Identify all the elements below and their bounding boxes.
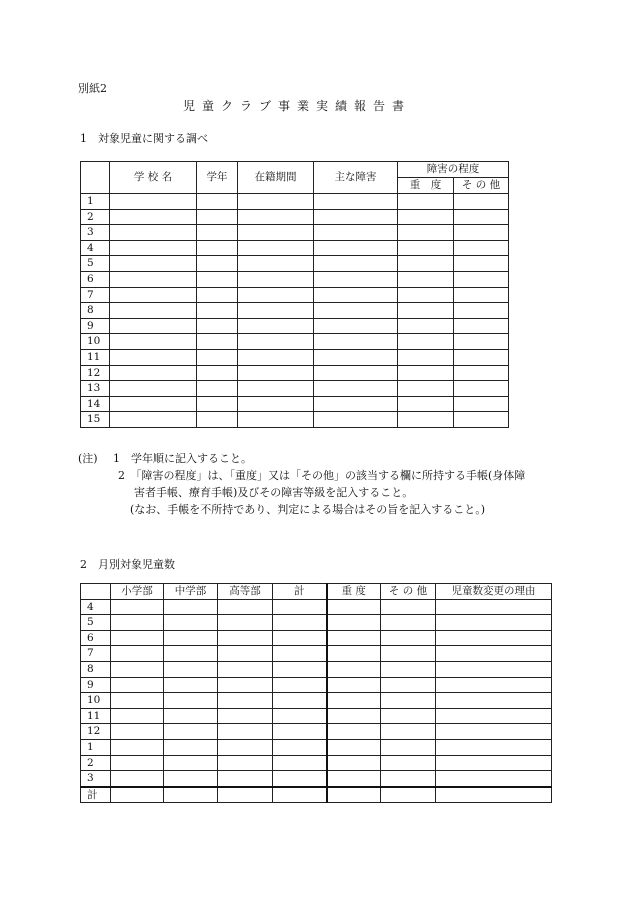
entry-cell[interactable]	[197, 349, 238, 365]
entry-cell[interactable]	[327, 615, 381, 631]
entry-cell[interactable]	[381, 708, 436, 724]
entry-cell[interactable]	[197, 271, 238, 287]
entry-cell[interactable]	[327, 630, 381, 646]
entry-cell[interactable]	[110, 412, 197, 428]
entry-cell[interactable]	[436, 630, 552, 646]
entry-cell[interactable]	[238, 209, 314, 225]
table-row	[81, 256, 509, 272]
entry-cell[interactable]	[273, 724, 327, 740]
entry-cell[interactable]	[314, 412, 398, 428]
table-row	[81, 194, 509, 210]
header-month	[81, 584, 111, 600]
entry-cell[interactable]	[197, 365, 238, 381]
entry-cell[interactable]	[110, 225, 197, 241]
entry-cell[interactable]	[381, 630, 436, 646]
header-other: そ の 他	[454, 178, 509, 194]
entry-cell[interactable]	[381, 739, 436, 755]
table-row	[81, 739, 552, 755]
entry-cell[interactable]	[111, 646, 164, 662]
header-severe: 重 度	[398, 178, 454, 194]
entry-cell[interactable]	[398, 287, 454, 303]
entry-cell[interactable]	[238, 287, 314, 303]
note-2-line3: (なお、手帳を不所持であり、判定による場合はその旨を記入すること。)	[130, 503, 486, 516]
entry-cell[interactable]	[218, 755, 273, 771]
entry-cell[interactable]	[273, 693, 327, 709]
entry-cell[interactable]	[197, 334, 238, 350]
entry-cell[interactable]	[381, 693, 436, 709]
entry-cell[interactable]	[238, 349, 314, 365]
entry-cell[interactable]	[238, 271, 314, 287]
table-row	[81, 661, 552, 677]
entry-cell[interactable]	[314, 303, 398, 319]
header-change-reason: 児童数変更の理由	[436, 584, 552, 600]
row-number: 12	[81, 365, 110, 381]
entry-cell[interactable]	[111, 739, 164, 755]
target-children-table	[80, 161, 509, 428]
entry-cell[interactable]	[273, 599, 327, 615]
entry-cell[interactable]	[238, 318, 314, 334]
table-row	[81, 787, 552, 803]
entry-cell[interactable]	[314, 318, 398, 334]
entry-cell[interactable]	[273, 755, 327, 771]
entry-cell[interactable]	[436, 771, 552, 787]
entry-cell[interactable]	[197, 287, 238, 303]
entry-cell[interactable]	[111, 693, 164, 709]
entry-cell[interactable]	[164, 755, 218, 771]
table-row	[81, 396, 509, 412]
entry-cell[interactable]	[454, 194, 509, 210]
total-row-label: 計	[81, 787, 111, 803]
entry-cell[interactable]	[314, 271, 398, 287]
entry-cell[interactable]	[398, 349, 454, 365]
entry-cell[interactable]	[436, 693, 552, 709]
table-row	[81, 615, 552, 631]
entry-cell[interactable]	[314, 334, 398, 350]
entry-cell[interactable]	[111, 677, 164, 693]
row-number: 5	[81, 256, 110, 272]
row-number: 3	[81, 225, 110, 241]
entry-cell[interactable]	[454, 256, 509, 272]
month-label: 3	[81, 771, 111, 787]
entry-cell[interactable]	[197, 225, 238, 241]
entry-cell[interactable]	[111, 708, 164, 724]
entry-cell[interactable]	[398, 334, 454, 350]
section2-heading: 2 月別対象児童数	[80, 558, 175, 571]
entry-cell[interactable]	[454, 365, 509, 381]
table-row	[81, 771, 552, 787]
entry-cell[interactable]	[238, 194, 314, 210]
table-row	[81, 755, 552, 771]
entry-cell[interactable]	[327, 724, 381, 740]
entry-cell[interactable]	[197, 396, 238, 412]
entry-cell[interactable]	[238, 365, 314, 381]
entry-cell[interactable]	[454, 240, 509, 256]
entry-cell[interactable]	[327, 755, 381, 771]
entry-cell[interactable]	[454, 225, 509, 241]
entry-cell[interactable]	[164, 599, 218, 615]
entry-cell[interactable]	[381, 599, 436, 615]
entry-cell[interactable]	[327, 708, 381, 724]
header-total: 計	[273, 584, 327, 600]
entry-cell[interactable]	[454, 271, 509, 287]
entry-cell[interactable]	[381, 661, 436, 677]
entry-cell[interactable]	[164, 724, 218, 740]
entry-cell[interactable]	[218, 693, 273, 709]
entry-cell[interactable]	[327, 739, 381, 755]
entry-cell[interactable]	[164, 661, 218, 677]
entry-cell[interactable]	[197, 381, 238, 397]
entry-cell[interactable]	[327, 787, 381, 803]
entry-cell[interactable]	[111, 787, 164, 803]
entry-cell[interactable]	[314, 240, 398, 256]
row-number: 15	[81, 412, 110, 428]
table-row	[81, 599, 552, 615]
month-label: 1	[81, 739, 111, 755]
entry-cell[interactable]	[381, 677, 436, 693]
entry-cell[interactable]	[273, 646, 327, 662]
month-label: 6	[81, 630, 111, 646]
table-row	[81, 225, 509, 241]
entry-cell[interactable]	[111, 661, 164, 677]
note-1: 1 学年順に記入すること。	[113, 452, 252, 465]
entry-cell[interactable]	[454, 287, 509, 303]
entry-cell[interactable]	[238, 396, 314, 412]
entry-cell[interactable]	[273, 739, 327, 755]
header-main-disability: 主な障害	[314, 162, 398, 194]
row-number: 7	[81, 287, 110, 303]
header-disability-degree: 障害の程度	[398, 162, 509, 178]
header-school-name: 学 校 名	[110, 162, 197, 194]
header-number	[81, 162, 110, 194]
entry-cell[interactable]	[218, 599, 273, 615]
note-2-line2: 害者手帳、療育手帳)及びその障害等級を記入すること。	[134, 486, 414, 499]
entry-cell[interactable]	[197, 194, 238, 210]
entry-cell[interactable]	[111, 755, 164, 771]
entry-cell[interactable]	[164, 630, 218, 646]
entry-cell[interactable]	[273, 708, 327, 724]
table-row	[81, 381, 509, 397]
entry-cell[interactable]	[111, 630, 164, 646]
table-row	[81, 677, 552, 693]
entry-cell[interactable]	[111, 599, 164, 615]
entry-cell[interactable]	[164, 708, 218, 724]
entry-cell[interactable]	[218, 708, 273, 724]
entry-cell[interactable]	[436, 755, 552, 771]
table-row	[81, 318, 509, 334]
entry-cell[interactable]	[110, 396, 197, 412]
header-severe: 重 度	[327, 584, 381, 600]
month-label: 11	[81, 708, 111, 724]
row-number: 9	[81, 318, 110, 334]
header-high-school: 高等部	[218, 584, 273, 600]
entry-cell[interactable]	[110, 287, 197, 303]
entry-cell[interactable]	[454, 334, 509, 350]
entry-cell[interactable]	[111, 724, 164, 740]
entry-cell[interactable]	[110, 334, 197, 350]
entry-cell[interactable]	[218, 724, 273, 740]
table-row	[81, 412, 509, 428]
entry-cell[interactable]	[197, 303, 238, 319]
row-number: 2	[81, 209, 110, 225]
entry-cell[interactable]	[436, 708, 552, 724]
table-row	[81, 630, 552, 646]
entry-cell[interactable]	[314, 349, 398, 365]
month-label: 10	[81, 693, 111, 709]
entry-cell[interactable]	[238, 240, 314, 256]
entry-cell[interactable]	[110, 271, 197, 287]
entry-cell[interactable]	[398, 271, 454, 287]
entry-cell[interactable]	[398, 240, 454, 256]
entry-cell[interactable]	[327, 677, 381, 693]
month-label: 2	[81, 755, 111, 771]
header-junior-high: 中学部	[164, 584, 218, 600]
entry-cell[interactable]	[398, 412, 454, 428]
entry-cell[interactable]	[381, 646, 436, 662]
entry-cell[interactable]	[197, 240, 238, 256]
entry-cell[interactable]	[110, 303, 197, 319]
entry-cell[interactable]	[110, 318, 197, 334]
section1-heading: 1 対象児童に関する調べ	[80, 132, 208, 145]
entry-cell[interactable]	[436, 599, 552, 615]
entry-cell[interactable]	[454, 318, 509, 334]
entry-cell[interactable]	[218, 739, 273, 755]
entry-cell[interactable]	[218, 615, 273, 631]
entry-cell[interactable]	[314, 365, 398, 381]
table-row	[81, 693, 552, 709]
month-label: 8	[81, 661, 111, 677]
entry-cell[interactable]	[273, 661, 327, 677]
table-row	[81, 240, 509, 256]
entry-cell[interactable]	[164, 677, 218, 693]
entry-cell[interactable]	[273, 771, 327, 787]
entry-cell[interactable]	[197, 209, 238, 225]
entry-cell[interactable]	[398, 256, 454, 272]
entry-cell[interactable]	[436, 615, 552, 631]
entry-cell[interactable]	[398, 209, 454, 225]
entry-cell[interactable]	[111, 615, 164, 631]
row-number: 13	[81, 381, 110, 397]
entry-cell[interactable]	[436, 724, 552, 740]
table-row	[81, 287, 509, 303]
entry-cell[interactable]	[110, 365, 197, 381]
table-row	[81, 349, 509, 365]
entry-cell[interactable]	[436, 739, 552, 755]
entry-cell[interactable]	[273, 677, 327, 693]
entry-cell[interactable]	[218, 787, 273, 803]
entry-cell[interactable]	[398, 396, 454, 412]
month-label: 7	[81, 646, 111, 662]
month-label: 4	[81, 599, 111, 615]
table-row	[81, 724, 552, 740]
entry-cell[interactable]	[454, 412, 509, 428]
month-label: 5	[81, 615, 111, 631]
row-number: 11	[81, 349, 110, 365]
table-row	[81, 708, 552, 724]
row-number: 1	[81, 194, 110, 210]
entry-cell[interactable]	[197, 412, 238, 428]
entry-cell[interactable]	[238, 256, 314, 272]
entry-cell[interactable]	[314, 256, 398, 272]
entry-cell[interactable]	[314, 381, 398, 397]
entry-cell[interactable]	[110, 256, 197, 272]
entry-cell[interactable]	[314, 209, 398, 225]
entry-cell[interactable]	[164, 771, 218, 787]
entry-cell[interactable]	[436, 677, 552, 693]
entry-cell[interactable]	[381, 771, 436, 787]
entry-cell[interactable]	[197, 318, 238, 334]
entry-cell[interactable]	[327, 693, 381, 709]
entry-cell[interactable]	[398, 365, 454, 381]
entry-cell[interactable]	[164, 787, 218, 803]
entry-cell[interactable]	[327, 599, 381, 615]
row-number: 4	[81, 240, 110, 256]
row-number: 8	[81, 303, 110, 319]
header-enrollment-period: 在籍期間	[238, 162, 314, 194]
month-label: 12	[81, 724, 111, 740]
row-number: 10	[81, 334, 110, 350]
note-marker: (注)	[78, 452, 98, 465]
note-2-line1: 2 「障害の程度」は、「重度」又は「その他」の該当する欄に所持する手帳(身体障	[118, 469, 526, 482]
entry-cell[interactable]	[164, 739, 218, 755]
entry-cell[interactable]	[436, 661, 552, 677]
entry-cell[interactable]	[381, 724, 436, 740]
entry-cell[interactable]	[238, 334, 314, 350]
entry-cell[interactable]	[454, 349, 509, 365]
entry-cell[interactable]	[454, 209, 509, 225]
entry-cell[interactable]	[218, 661, 273, 677]
header-grade: 学年	[197, 162, 238, 194]
entry-cell[interactable]	[218, 677, 273, 693]
entry-cell[interactable]	[436, 787, 552, 803]
table-row	[81, 365, 509, 381]
entry-cell[interactable]	[398, 194, 454, 210]
entry-cell[interactable]	[110, 240, 197, 256]
entry-cell[interactable]	[398, 303, 454, 319]
entry-cell[interactable]	[327, 646, 381, 662]
entry-cell[interactable]	[218, 771, 273, 787]
entry-cell[interactable]	[327, 661, 381, 677]
entry-cell[interactable]	[110, 349, 197, 365]
entry-cell[interactable]	[164, 693, 218, 709]
table-row	[81, 303, 509, 319]
entry-cell[interactable]	[273, 630, 327, 646]
entry-cell[interactable]	[273, 787, 327, 803]
entry-cell[interactable]	[238, 225, 314, 241]
table-row	[81, 271, 509, 287]
entry-cell[interactable]	[454, 381, 509, 397]
header-other: そ の 他	[381, 584, 436, 600]
entry-cell[interactable]	[110, 381, 197, 397]
entry-cell[interactable]	[436, 646, 552, 662]
entry-cell[interactable]	[164, 615, 218, 631]
entry-cell[interactable]	[110, 194, 197, 210]
entry-cell[interactable]	[381, 755, 436, 771]
entry-cell[interactable]	[197, 256, 238, 272]
entry-cell[interactable]	[381, 787, 436, 803]
entry-cell[interactable]	[314, 225, 398, 241]
table-row	[81, 646, 552, 662]
entry-cell[interactable]	[111, 771, 164, 787]
entry-cell[interactable]	[454, 396, 509, 412]
entry-cell[interactable]	[164, 646, 218, 662]
entry-cell[interactable]	[218, 630, 273, 646]
row-number: 6	[81, 271, 110, 287]
monthly-count-table	[80, 583, 552, 803]
entry-cell[interactable]	[314, 287, 398, 303]
entry-cell[interactable]	[218, 646, 273, 662]
entry-cell[interactable]	[327, 771, 381, 787]
attachment-label: 別紙2	[78, 82, 107, 95]
header-elementary: 小学部	[111, 584, 164, 600]
entry-cell[interactable]	[398, 381, 454, 397]
table-row	[81, 209, 509, 225]
entry-cell[interactable]	[273, 615, 327, 631]
entry-cell[interactable]	[398, 225, 454, 241]
entry-cell[interactable]	[314, 396, 398, 412]
page-title: 児童クラブ事業実績報告書	[183, 99, 412, 113]
month-label: 9	[81, 677, 111, 693]
entry-cell[interactable]	[314, 194, 398, 210]
entry-cell[interactable]	[454, 303, 509, 319]
entry-cell[interactable]	[110, 209, 197, 225]
entry-cell[interactable]	[398, 318, 454, 334]
entry-cell[interactable]	[238, 303, 314, 319]
entry-cell[interactable]	[381, 615, 436, 631]
table-row	[81, 334, 509, 350]
entry-cell[interactable]	[238, 381, 314, 397]
entry-cell[interactable]	[238, 412, 314, 428]
row-number: 14	[81, 396, 110, 412]
